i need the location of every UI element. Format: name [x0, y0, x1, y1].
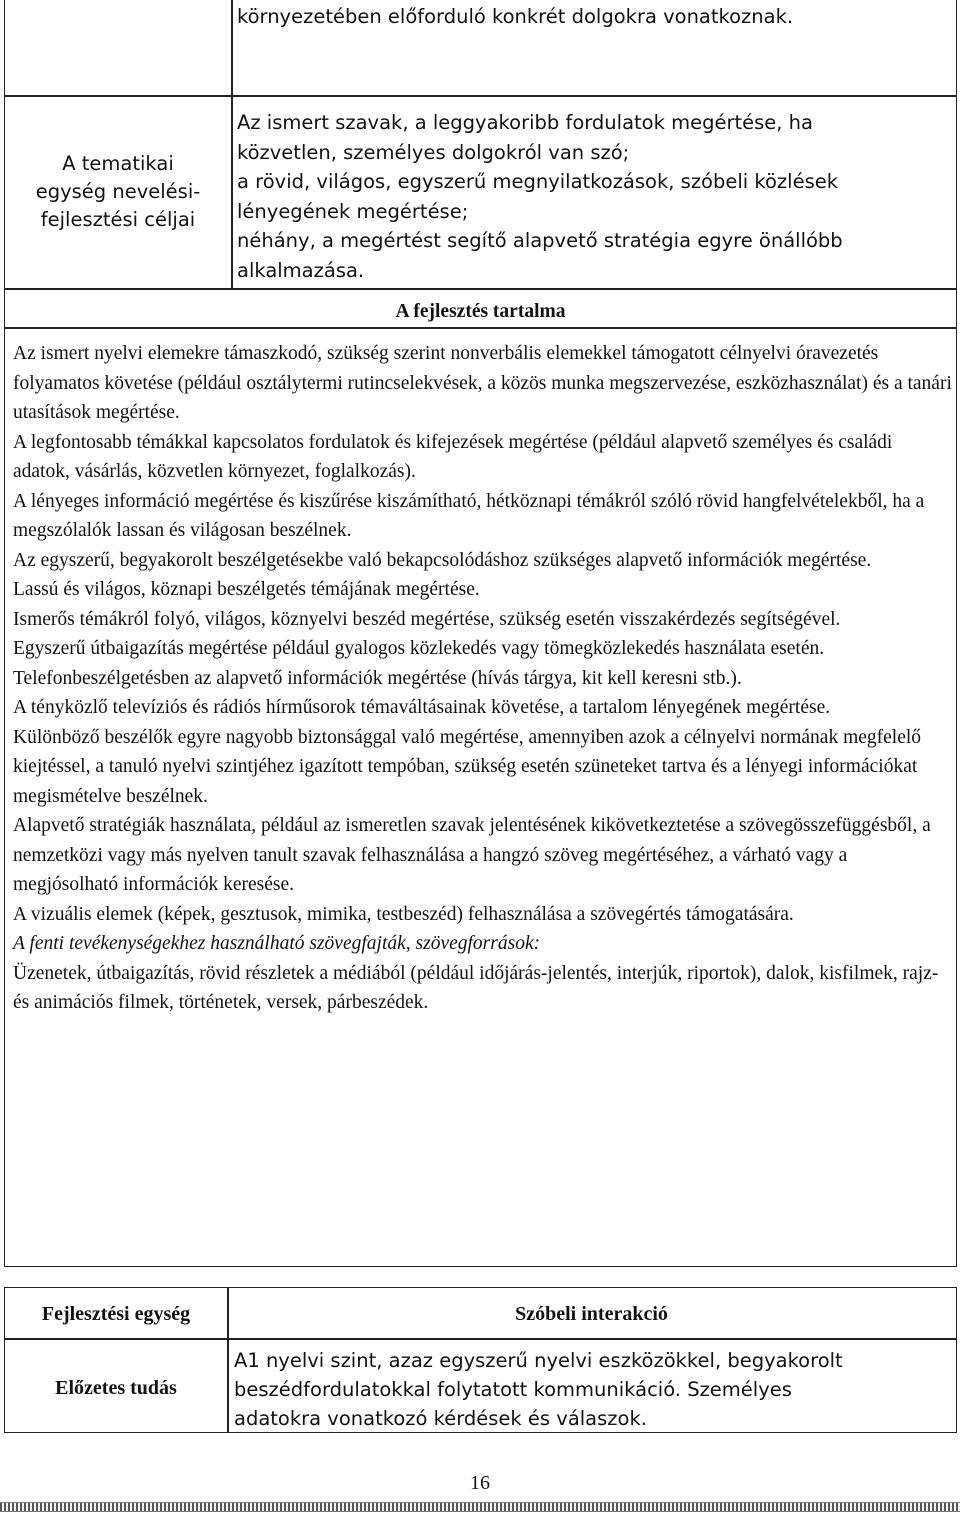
aims-line: néhány, a megértést segítő alapvető stratégia egyre önállóbb: [237, 229, 843, 252]
unit-header-label: Fejlesztési egység: [41, 1303, 191, 1325]
aims-label-line: A tematikai: [62, 152, 174, 175]
prior-knowledge-text: [234, 1346, 948, 1433]
curriculum-table: [4, 0, 957, 1267]
column-divider: [231, 95, 233, 288]
aims-label: [5, 150, 231, 234]
aims-line: Az ismert szavak, a leggyakoribb fordulatok megértése, ha: [237, 111, 813, 134]
aims-label-line: egység nevelési-: [35, 180, 201, 203]
content-paragraph: Alapvető stratégiák használata, például az ismeretlen szavak jelentésének kikövetkeztetése a szövegösszefüggésből, a nemzetközi vagy más nyelven tanult szavak felhasználása a hangzó szöveg megértéséhez, a várható vagy a megjósolható információk keresése.: [13, 815, 931, 895]
row-divider: [5, 288, 956, 290]
content-paragraph: A legfontosabb témákkal kapcsolatos fordulatok és kifejezések megértése (például alapvető személyes és családi adatok, vásárlás, közvetlen környezet, foglalkozás).: [13, 431, 893, 482]
prior-knowledge-label: Előzetes tudás: [55, 1377, 177, 1399]
unit-header-title: Szóbeli interakció: [515, 1303, 668, 1325]
top-row-text: környezetében előforduló konkrét dolgokra vonatkoznak.: [237, 5, 794, 28]
prior-knowledge-line: adatokra vonatkozó kérdések és válaszok.: [234, 1407, 647, 1430]
aims-text: [237, 108, 952, 285]
aims-label-line: fejlesztési céljai: [40, 208, 196, 231]
aims-line: közvetlen, személyes dolgokról van szó;: [237, 140, 630, 164]
content-paragraph: Ismerős témákról folyó, világos, köznyelvi beszéd megértése, szükség esetén visszakérdezés segítségével.: [13, 608, 841, 630]
aims-line: alkalmazása.: [237, 258, 365, 282]
content-paragraph: Különböző beszélők egyre nagyobb biztonsággal való megértése, amennyiben azok a célnyelvi normának megfelelő kiejtéssel, a tanuló nyelvi szintjéhez igazított tempóban, szükség esetén szüneteket tartva és a lényegi információkat megismételve beszélnek.: [13, 726, 922, 807]
row-divider: [5, 95, 956, 97]
content-paragraph: A vizuális elemek (képek, gesztusok, mimika, testbeszéd) felhasználása a szövegértés támogatására.: [13, 903, 794, 925]
prior-knowledge-line: A1 nyelvi szint, azaz egyszerű nyelvi eszközökkel, begyakorolt: [234, 1349, 843, 1372]
page-number: 16: [470, 1472, 490, 1494]
row-divider: [5, 1338, 956, 1340]
prior-knowledge-line: beszédfordulatokkal folytatott kommunikáció. Személyes: [234, 1378, 792, 1401]
content-paragraph: Az ismert nyelvi elemekre támaszkodó, szükség szerint nonverbális elemekkel támogatott célnyelvi óravezetés folyamatos követése (például osztálytermi rutincselekvések, a közös munka megszervezése, eszközhasználat) és a tanári utasítások megértése.: [13, 343, 952, 423]
content-paragraph: Lassú és világos, köznapi beszélgetés témájának megértése.: [13, 579, 480, 600]
column-divider: [231, 0, 233, 95]
content-heading: A fejlesztés tartalma: [395, 301, 566, 322]
content-paragraph: Egyszerű útbaigazítás megértése például gyalogos közlekedés vagy tömegközlekedés használata esetén.: [13, 638, 825, 659]
content-paragraph: A lényeges információ megértése és kiszűrése kiszámítható, hétköznapi témákról szóló rövid hangfelvételekből, ha a megszólalók lassan és világosan beszélnek.: [13, 490, 925, 541]
text-types-label: A fenti tevékenységekhez használható szövegfajták, szövegforrások:: [13, 933, 541, 954]
content-paragraph: Telefonbeszélgetésben az alapvető információk megértése (hívás tárgya, kit kell keresni stb.).: [13, 667, 742, 689]
aims-line: lényegének megértése;: [237, 199, 469, 223]
content-paragraph: Az egyszerű, begyakorolt beszélgetésekbe való bekapcsolódáshoz szükséges alapvető információk megértése.: [13, 549, 872, 571]
content-body: [13, 339, 953, 1018]
text-sources: Üzenetek, útbaigazítás, rövid részletek a médiából (például időjárás-jelentés, interjúk, riportok), dalok, kisfilmek, rajz- és animációs filmek, történetek, versek, párbeszédek.: [13, 962, 939, 1013]
content-paragraph: A tényközlő televíziós és rádiós hírműsorok témaváltásainak követése, a tartalom lényegének megértése.: [13, 697, 831, 718]
row-divider: [5, 327, 956, 329]
unit-table: [4, 1287, 957, 1433]
footer-rule: [0, 1502, 960, 1512]
aims-line: a rövid, világos, egyszerű megnyilatkozások, szóbeli közlések: [237, 170, 839, 193]
